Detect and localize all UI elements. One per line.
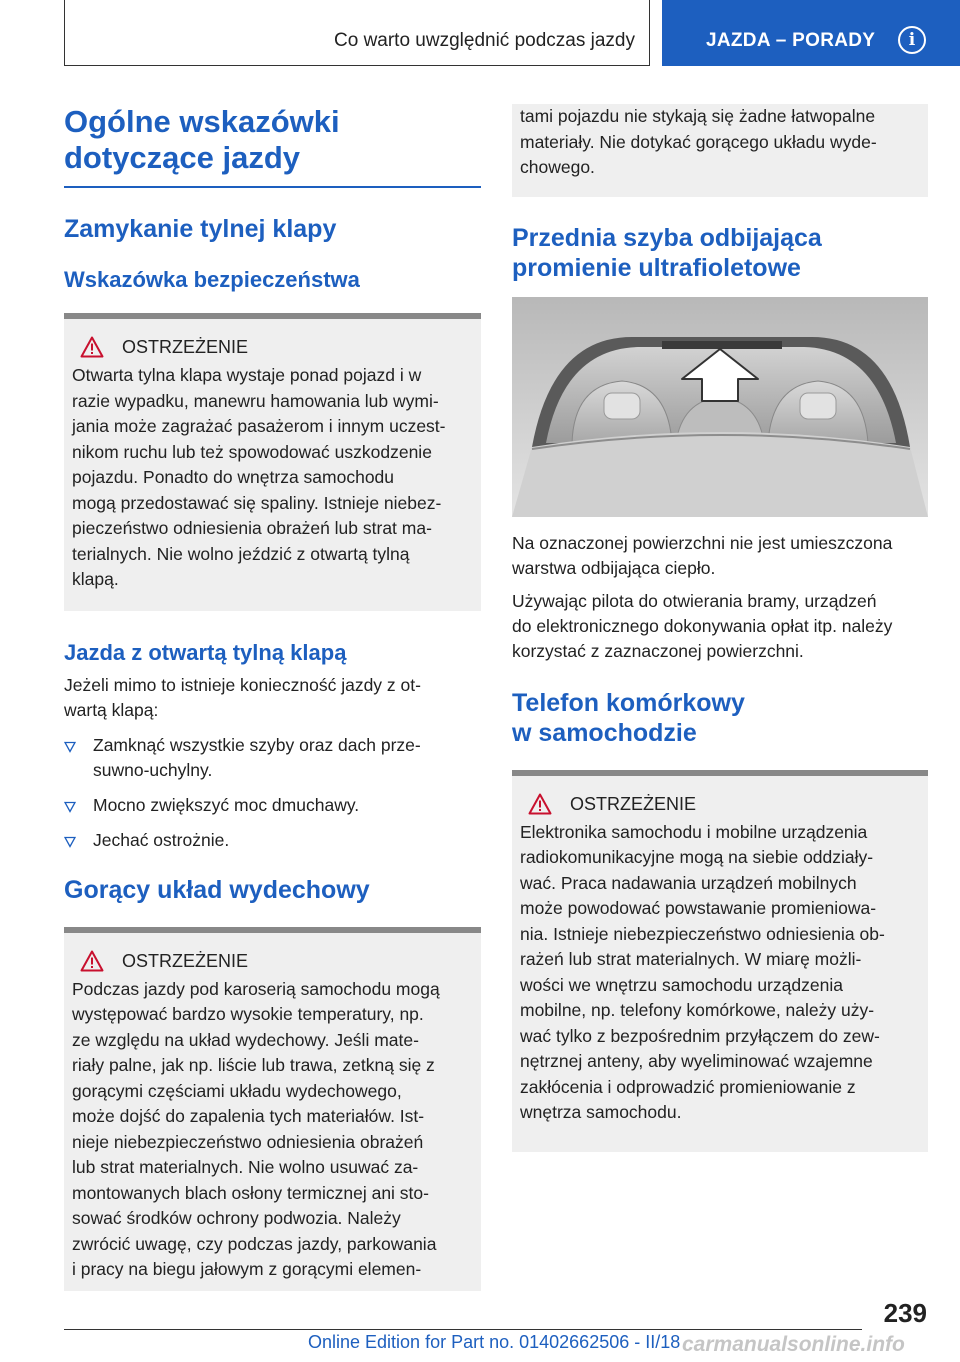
list-item (64, 828, 481, 853)
footer-edition[interactable]: Online Edition for Part no. 01402662506 - II/18 (308, 1332, 681, 1352)
warning-title: OSTRZEŻENIE (122, 337, 249, 357)
car-rear-window-photo (512, 297, 928, 517)
heading-safety-note: Wskazówka bezpieczeństwa (64, 267, 360, 292)
warning-box-phone (512, 770, 928, 1152)
warning-text: tami pojazdu nie stykają się żadne łatwopalne materiały. Nie dotykać gorącego układu wyde- chowego. (520, 106, 877, 177)
chapter-tab[interactable] (662, 0, 960, 66)
main-heading: Ogólne wskazówki dotyczące jazdy (64, 104, 340, 175)
warning-title: OSTRZEŻENIE (570, 793, 697, 814)
windshield-paragraph-2: Używając pilota do otwierania bramy, urządzeń do elektronicznego dokonywania opłat itp. należy korzystać z zaznaczonej powierzchni. (512, 590, 893, 661)
warning-text: Podczas jazdy pod karoserią samochodu mogą występować bardzo wysokie temperatury, np. ze względu na układ wydechowy. Jeśli mate- riały palne, jak np. liście lub trawa, zetkną się z gorącymi częściami układu wydechowego, może dojść do zapalenia tych materiałów. Ist- nieje niebezpieczeństwo odniesienia obrażeń lub strat materialnych. Nie wolno usuwać za- montowanych blach osłony termicznej ani sto- sować środków ochrony podwozia. Należy zwrócić uwagę, czy podczas jazdy, parkowania i pracy na biegu jałowym z gorącymi elemen- (72, 978, 440, 1279)
warning-triangle-icon (80, 336, 104, 358)
triangle-right-outline-icon (64, 836, 76, 848)
header-frame (64, 0, 650, 66)
warning-text: Elektronika samochodu i mobilne urządzenia radiokomunikacyjne mogą na siebie oddziały- wać. Praca nadawania urządzeń mobilnych może powodować powstawanie promieniowa- nia. Istnieje niebezpieczeństwo odniesienia ob- rażeń lub strat materialnych. W miarę możli- wości we wnętrzu samochodu urządzenia mobilne, np. telefony komórkowe, należy uży- wać tylko z bezpośrednim przyłączem do zew- nętrznej anteny, aby wyeliminować wzajemne zakłócenia i odprowadzić promieniowanie z wnętrza samochodu. (520, 821, 885, 1122)
section-title: Co warto uwzględnić podczas jazdy (334, 30, 635, 51)
triangle-right-outline-icon (64, 741, 76, 753)
heading-mobile-phone: Telefon komórkowy w samochodzie (512, 688, 745, 747)
bullet-text: Jechać ostrożnie. (93, 829, 230, 850)
warning-triangle-icon (80, 950, 104, 972)
watermark: carmanualsonline.info (682, 1333, 905, 1356)
open-tailgate-intro: Jeżeli mimo to istnieje konieczność jazdy z ot- wartą klapą: (64, 674, 421, 720)
windshield-paragraph-1: Na oznaczonej powierzchni nie jest umieszczona warstwa odbijająca ciepło. (512, 532, 893, 578)
right-column (512, 104, 928, 1152)
warning-triangle-icon (528, 793, 552, 815)
heading-drive-open-tailgate: Jazda z otwartą tylną klapą (64, 639, 347, 665)
bullet-text: Mocno zwiększyć moc dmuchawy. (93, 794, 360, 815)
list-item (64, 733, 481, 783)
chapter-label: JAZDA – PORADY (706, 30, 876, 51)
page-number: 239 (883, 1298, 927, 1328)
heading-hot-exhaust: Gorący układ wydechowy (64, 875, 370, 904)
heading-rule (64, 186, 481, 188)
triangle-right-outline-icon (64, 801, 76, 813)
bullet-text: Zamknąć wszystkie szyby oraz dach prze- suwno-uchylny. (93, 734, 421, 780)
warning-box-exhaust-continued (512, 104, 928, 197)
heading-tailgate: Zamykanie tylnej klapy (64, 215, 337, 243)
list-item (64, 793, 481, 818)
warning-text: Otwarta tylna klapa wystaje ponad pojazd i w razie wypadku, manewru hamowania lub wymi- jania może zagrażać pasażerom i innym uczest- nikom ruchu lub też spowodować uszkodzenie pojazdu. Ponadto do wnętrza samochodu mogą przedostawać się spaliny. Istnieje niebez- pieczeństwo odniesienia obrażeń lub strat ma- terialnych. Nie wolno jeździć z otwartą tylną klapą. (72, 365, 446, 589)
warning-box-exhaust (64, 927, 481, 1291)
left-column (64, 104, 481, 1291)
warning-box-tailgate (64, 313, 481, 611)
info-icon[interactable]: i (898, 26, 926, 54)
bullet-list (64, 733, 481, 853)
warning-title: OSTRZEŻENIE (122, 950, 249, 971)
heading-uv-windshield: Przednia szyba odbijająca promienie ultrafioletowe (512, 223, 822, 282)
footer-rule (64, 1329, 862, 1330)
